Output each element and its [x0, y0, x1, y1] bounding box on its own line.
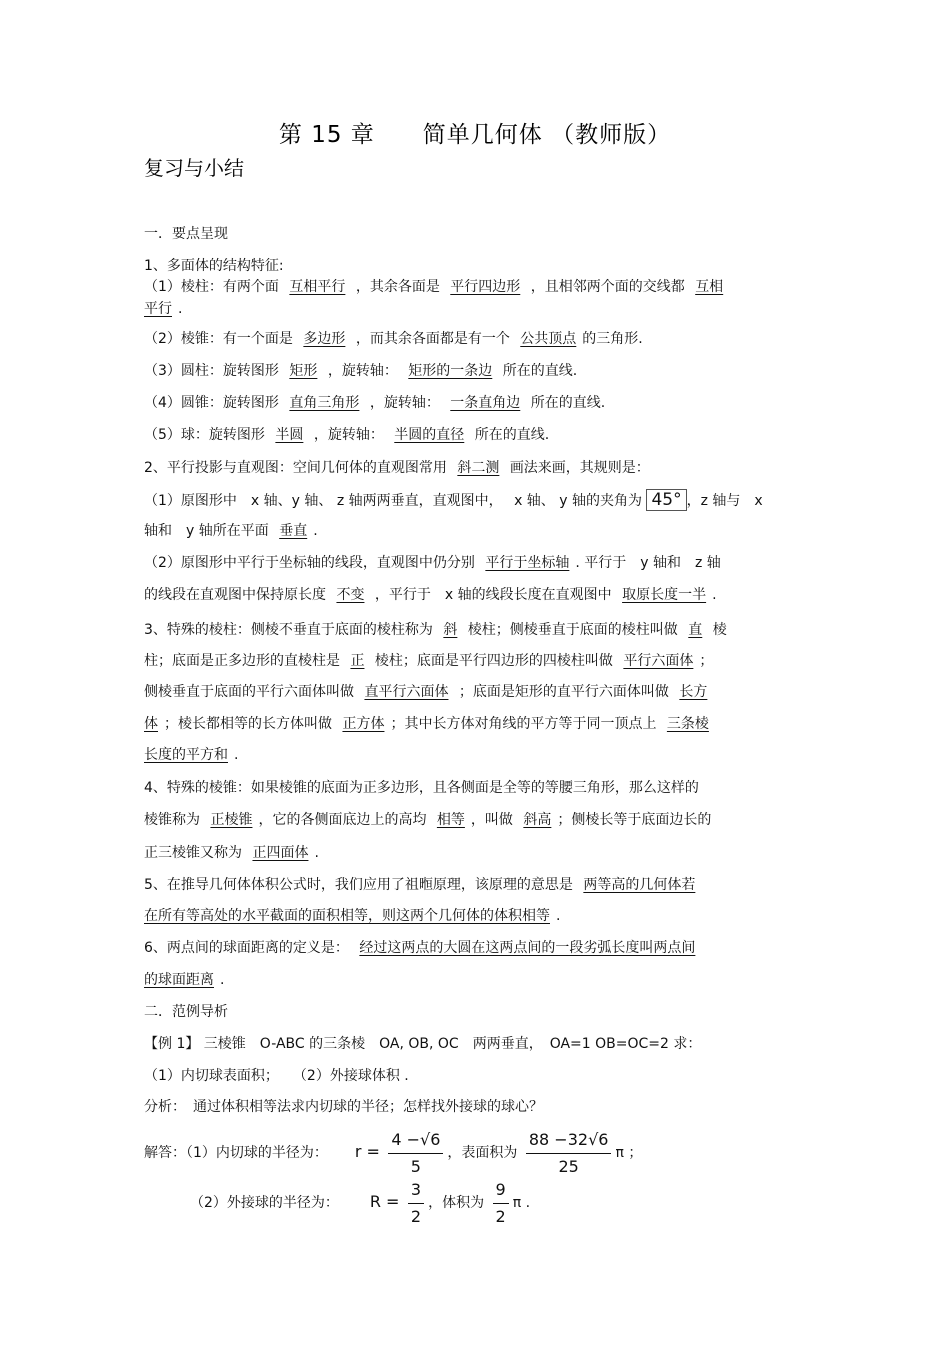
p2-heading	[144, 458, 809, 478]
example-1: 【例 1】 三棱锥 O-ABC 的三条棱 OA, OB, OC 两两垂直， OA=1 OB=OC=2 求：	[144, 1036, 702, 1052]
analysis: 分析： 通过体积相等法求内切球的半径；怎样找外接球的球心？	[144, 1099, 543, 1115]
formula-symbol: r =	[354, 1142, 380, 1161]
text: ，旋转轴：	[327, 363, 398, 379]
answer-blank: 一条直角边	[450, 395, 521, 411]
solution-line1	[144, 1126, 809, 1180]
text: 2、平行投影与直观图：空间几何体的直观图常用	[144, 460, 447, 476]
text: （2）棱锥：有一个面是	[144, 331, 293, 347]
text: 所在的直线.	[502, 363, 578, 379]
answer-blank: 斜高	[523, 812, 552, 828]
text: .	[313, 523, 318, 539]
answer-blank: 多边形	[303, 331, 346, 347]
text: ；	[699, 653, 714, 669]
p6-line1	[144, 938, 809, 958]
text: 侧棱垂直于底面的平行六面体叫做	[144, 684, 354, 700]
text: .	[220, 972, 225, 988]
formula-symbol: R =	[369, 1192, 400, 1211]
text: ，平行于 x 轴的线段长度在直观图中	[374, 587, 612, 603]
answer-blank: 在所有等高处的水平截面的面积相等，则这两个几何体的体积相等	[144, 908, 550, 924]
text: ，旋转轴：	[369, 395, 440, 411]
p1-line4	[144, 393, 809, 413]
pi-symbol: π	[512, 1195, 522, 1211]
numerator: 4 −√6	[388, 1127, 443, 1154]
answer-blank: 体	[144, 716, 158, 732]
solution-line2	[190, 1176, 855, 1230]
numerator: 9	[493, 1177, 509, 1204]
page-title: 第 15 章 简单几何体 （教师版）	[278, 122, 672, 148]
fraction	[526, 1127, 612, 1180]
p2-line2	[144, 553, 809, 573]
text: 所在的直线.	[530, 395, 606, 411]
p3-line2	[144, 651, 809, 671]
answer-blank: 正四面体	[252, 845, 309, 861]
text: 6、两点间的球面距离的定义是：	[144, 940, 349, 956]
text: 棱柱；底面是平行四边形的四棱柱叫做	[374, 653, 613, 669]
text: （3）圆柱：旋转图形	[144, 363, 279, 379]
denominator: 25	[558, 1156, 579, 1176]
answer-blank: 正	[350, 653, 365, 669]
section-heading-2: 二．范例导析	[144, 1004, 228, 1020]
p3-line4	[144, 714, 809, 734]
text: 正三棱锥又称为	[144, 845, 242, 861]
answer-blank: 直角三角形	[289, 395, 360, 411]
example-1-questions: （1）内切球表面积； （2）外接球体积 .	[144, 1068, 409, 1084]
p4-line2	[144, 810, 809, 830]
text: .	[712, 587, 717, 603]
text: ，叫做	[470, 812, 513, 828]
fraction	[388, 1127, 443, 1180]
answer-blank: 正棱锥	[210, 812, 253, 828]
p4-line1: 4、特殊的棱锥：如果棱锥的底面为正多边形，且各侧面是全等的等腰三角形，那么这样的	[144, 780, 699, 796]
text: ；棱长都相等的长方体叫做	[164, 716, 332, 732]
answer-blank: 矩形的一条边	[408, 363, 493, 379]
answer-blank: 公共顶点	[520, 331, 577, 347]
p5-line1	[144, 875, 809, 895]
answer-blank: 半圆的直径	[394, 427, 465, 443]
text: （1）原图形中 x 轴、y 轴、 z 轴两两垂直，直观图中， x 轴、 y 轴的夹角为	[144, 493, 642, 509]
text: ，且相邻两个面的交线都	[530, 279, 685, 295]
answer-blank: 正方体	[342, 716, 385, 732]
answer-blank: 长方	[679, 684, 708, 700]
text: 所在的直线.	[474, 427, 550, 443]
text: ，而其余各面都是有一个	[355, 331, 510, 347]
answer-blank: 垂直	[279, 523, 308, 539]
text: ，z 轴与 x	[686, 493, 763, 509]
answer-blank: 半圆	[275, 427, 304, 443]
answer-blank: 长度的平方和	[144, 747, 228, 763]
text: ；其中长方体对角线的平方等于同一顶点上	[390, 716, 657, 732]
answer-blank: 取原长度一半	[622, 587, 707, 603]
answer-blank: 互相平行	[289, 279, 346, 295]
p2-line1-cont	[144, 521, 809, 541]
text: ，旋转轴：	[313, 427, 384, 443]
p4-line3	[144, 843, 809, 863]
answer-blank: 平行六面体	[623, 653, 694, 669]
page-subtitle: 复习与小结	[144, 156, 244, 180]
answer-blank: 不变	[336, 587, 365, 603]
answer-blank: 经过这两点的大圆在这两点间的一段劣弧长度叫两点间	[359, 940, 696, 956]
text: （1）棱柱：有两个面	[144, 279, 279, 295]
fraction	[493, 1177, 509, 1230]
denominator: 2	[410, 1206, 422, 1226]
text: ；侧棱长等于底面边长的	[557, 812, 712, 828]
answer-blank: 互相	[695, 279, 724, 295]
denominator: 2	[495, 1206, 506, 1226]
text: 3、特殊的棱柱：侧棱不垂直于底面的棱柱称为	[144, 622, 433, 638]
text: ，体积为	[428, 1195, 485, 1211]
answer-blank: 三条棱	[666, 716, 709, 732]
answer-box: 45°	[646, 489, 686, 511]
text: 画法来画，其规则是：	[509, 460, 650, 476]
p5-line2	[144, 906, 809, 926]
numerator: 88 −32√6	[526, 1127, 612, 1154]
denominator: 5	[410, 1156, 421, 1176]
numerator: 3	[408, 1177, 424, 1204]
text: （4）圆锥：旋转图形	[144, 395, 279, 411]
answer-blank: 的球面距离	[144, 972, 214, 988]
p2-line2-cont	[144, 585, 809, 605]
text: ；	[628, 1145, 643, 1161]
text: ；底面是矩形的直平行六面体叫做	[458, 684, 669, 700]
p2-line1	[144, 490, 809, 511]
text: 的线段在直观图中保持原长度	[144, 587, 326, 603]
answer-blank: 平行于坐标轴	[485, 555, 570, 571]
text: .	[525, 1195, 531, 1211]
p3-line5	[144, 745, 809, 765]
text: .	[234, 747, 239, 763]
text: （2）外接球的半径为：	[190, 1195, 339, 1211]
pi-symbol: π	[615, 1145, 624, 1161]
fraction	[408, 1177, 424, 1230]
text: . 平行于 y 轴和 z 轴	[575, 555, 721, 571]
text: 棱	[712, 622, 727, 638]
answer-blank: 直平行六面体	[364, 684, 449, 700]
text: （2）原图形中平行于坐标轴的线段，直观图中仍分别	[144, 555, 475, 571]
text: 棱锥称为	[144, 812, 200, 828]
text: ，表面积为	[447, 1145, 518, 1161]
answer-blank: 斜	[443, 622, 458, 638]
p3-line1	[144, 620, 809, 640]
answer-blank: 两等高的几何体若	[583, 877, 696, 893]
p1-line1-cont	[144, 299, 809, 319]
text: 棱柱；侧棱垂直于底面的棱柱叫做	[467, 622, 678, 638]
answer-blank: 斜二测	[457, 460, 500, 476]
text: 5、在推导几何体体积公式时，我们应用了祖暅原理，该原理的意思是	[144, 877, 573, 893]
text: 的三角形.	[582, 331, 643, 347]
text: .	[178, 301, 183, 317]
text: .	[314, 845, 319, 861]
p1-line1	[144, 277, 809, 297]
text: .	[556, 908, 561, 924]
p1-line3	[144, 361, 809, 381]
p1-heading: 1、多面体的结构特征:	[144, 258, 284, 274]
text: ，其余各面是	[355, 279, 440, 295]
p1-line5	[144, 425, 809, 445]
text: ，它的各侧面底边上的高均	[258, 812, 427, 828]
answer-blank: 平行	[144, 301, 172, 317]
answer-blank: 相等	[436, 812, 465, 828]
p1-line2	[144, 329, 809, 349]
p6-line2	[144, 970, 809, 990]
text: （5）球：旋转图形	[144, 427, 265, 443]
text: 柱；底面是正多边形的直棱柱是	[144, 653, 340, 669]
answer-blank: 矩形	[289, 363, 318, 379]
answer-blank: 平行四边形	[450, 279, 521, 295]
p3-line3	[144, 682, 809, 702]
answer-blank: 直	[688, 622, 703, 638]
text: 解答：（1）内切球的半径为：	[144, 1145, 328, 1161]
text: 轴和 y 轴所在平面	[144, 523, 269, 539]
section-heading-1: 一．要点呈现	[144, 226, 228, 242]
